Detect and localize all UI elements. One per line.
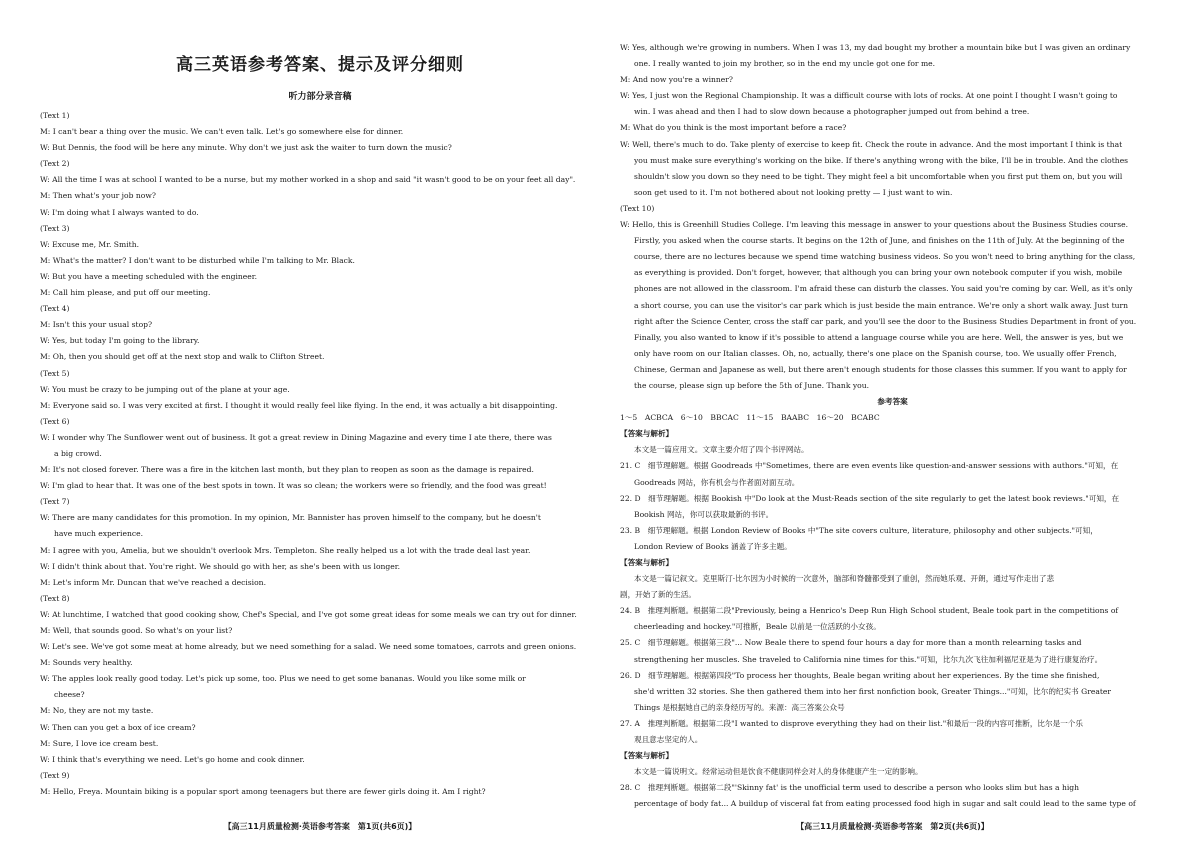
text-line: (Text 8) — [40, 593, 70, 603]
text-line: 观且意志坚定的人。 — [634, 735, 703, 745]
text-line: M: Let's inform Mr. Duncan that we've reached a decision. — [40, 577, 266, 587]
text-line: W: There are many candidates for this promotion. In my opinion, Mr. Bannister has proven himself to the company, but he doesn't — [40, 513, 541, 523]
text-line: Goodreads 网站，你有机会与作者面对面互动。 — [634, 477, 800, 487]
text-line: 25. C 细节理解题。根据第三段"... Now Beale there to spend four hours a day for more than a month relearning tasks and — [620, 638, 1082, 648]
text-line: W: The apples look really good today. Let's pick up some, too. Plus we need to get some bananas. Would you like some milk or — [40, 674, 526, 684]
text-line: M: And now you're a winner? — [620, 75, 733, 85]
text-line: (Text 1) — [40, 111, 70, 120]
text-line: M: I can't bear a thing over the music. We can't even talk. Let's go somewhere else for dinner. — [40, 127, 404, 137]
text-line: percentage of body fat... A buildup of visceral fat from eating processed food high in sugar and salt could lead to the same type of — [634, 799, 1136, 809]
text-line: the course, please sign up before the 5th of June. Thank you. — [634, 380, 869, 390]
text-line: W: At lunchtime, I watched that good cooking show, Chef's Special, and I've got some great ideas for some meals we can try out for dinner. — [40, 609, 577, 619]
text-line: 【答案与解析】 — [620, 751, 674, 761]
text-line: 26. D 细节理解题。根据第四段"To process her thoughts, Beale began writing about her experiences. By the time she finished, — [620, 670, 1100, 680]
section-title-transcript: 听力部分录音稿 — [288, 92, 352, 102]
text-line: M: Well, that sounds good. So what's on your list? — [40, 626, 233, 635]
text-line: M: Sure, I love ice cream best. — [40, 738, 159, 748]
text-line: M: Isn't this your usual stop? — [40, 320, 153, 330]
text-line: (Text 10) — [620, 203, 655, 213]
text-line: win. I was ahead and then I had to slow down because a photographer jumped out from behind a tree. — [634, 107, 1030, 117]
text-line: cheerleading and hockey."可推断，Beale 以前是一位活跃的小女孩。 — [634, 622, 881, 632]
text-line: phones are not allowed in the classroom. I'm afraid these can disturb the classes. You said you're coming by car. Well, as it's only — [634, 284, 1133, 294]
text-line: W: Yes, although we're growing in numbers. When I was 13, my dad bought my brother a mountain bike but I was given an ordinary — [620, 43, 1131, 52]
text-line: 28. C 推理判断题。根据第二段"'Skinny fat' is the unofficial term used to describe a person who looks slim but has a high — [620, 783, 1080, 793]
text-line: W: Let's see. We've got some meat at home already, but we need something for a salad. We need some tomatoes, carrots and green onions. — [40, 642, 577, 652]
text-line: 1～5 ACBCA 6～10 BBCAC 11～15 BAABC 16～20 BCABC — [620, 413, 880, 423]
text-line: M: What do you think is the most important before a race? — [620, 123, 847, 133]
page-1 — [40, 0, 600, 848]
text-line: M: No, they are not my taste. — [40, 706, 154, 716]
text-line: W: I didn't think about that. You're right. We should go with her, as she's been with us longer. — [40, 561, 400, 571]
text-line: W: But you have a meeting scheduled with the engineer. — [40, 271, 257, 281]
text-line: (Text 2) — [40, 159, 70, 169]
page-2 — [620, 0, 1165, 848]
text-line: W: I'm glad to hear that. It was one of the best spots in town. It was so clean; the workers were so friendly, and the food was great! — [40, 481, 547, 491]
text-line: soon get used to it. I'm not bothered about not looking pretty — I just want to win. — [634, 187, 953, 197]
text-line: M: I agree with you, Amelia, but we shouldn't overlook Mrs. Templeton. She really helped us a lot with the trade deal last year. — [40, 545, 531, 555]
page-footer-1: 【高三11月质量检测·英语参考答案 第1页(共6页)】 — [223, 822, 417, 831]
text-line: 23. B 细节理解题。根据 London Review of Books 中"The site covers culture, literature, philosophy and other subjects."可知， — [620, 525, 1098, 535]
text-line: M: Everyone said so. I was very excited at first. I thought it would really feel like flying. In the end, it was actually a bit disappointing. — [40, 400, 558, 410]
text-line: W: Yes, I just won the Regional Championship. It was a difficult course with lots of rocks. At one point I thought I wasn't going to — [620, 91, 1118, 101]
text-line: 本文是一篇记叙文。克里斯汀·比尔因为小时候的一次意外，脑部和脊髓都受到了重创，然而她乐观、开朗，通过写作走出了悲 — [634, 574, 1055, 584]
answers-body — [620, 40, 1165, 813]
text-line: one. I really wanted to join my brother, so in the end my uncle got one for me. — [634, 59, 936, 69]
text-line: 22. D 细节理解题。根据 Bookish 中"Do look at the Must-Reads section of the site regularly to get the latest book reviews."可知，在 — [620, 493, 1120, 503]
text-line: W: I think that's everything we need. Let's go home and cook dinner. — [40, 754, 305, 764]
text-line: W: Yes, but today I'm going to the library. — [40, 336, 200, 346]
text-line: have much experience. — [54, 529, 144, 539]
text-line: W: All the time I was at school I wanted to be a nurse, but my mother worked in a shop and said "it wasn't good to be on your feet all day". — [40, 175, 576, 185]
text-line: London Review of Books 涵盖了许多主题。 — [634, 541, 792, 551]
text-line: Chinese, German and Japanese as well, but there aren't enough students for those classes this summer. If you want to apply for — [634, 364, 1127, 374]
text-line: (Text 4) — [40, 304, 70, 314]
text-line: (Text 9) — [40, 770, 70, 780]
text-line: 本文是一篇应用文。文章主要介绍了四个书评网站。 — [634, 445, 809, 455]
text-line: she'd written 32 stories. She then gathered them into her first nonfiction book, Greater Things..."可知，比尔的纪实书 Greater — [634, 686, 1112, 696]
text-line: 剧，开始了新的生活。 — [620, 590, 696, 600]
text-line: Finally, you also wanted to know if it's possible to attend a language course while you are here. Well, the answer is yes, but we — [634, 332, 1124, 342]
text-line: W: You must be crazy to be jumping out of the plane at your age. — [40, 384, 290, 394]
text-line: W: But Dennis, the food will be here any minute. Why don't we just ask the waiter to turn down the music? — [40, 143, 452, 153]
text-line: W: I'm doing what I always wanted to do. — [40, 207, 199, 217]
text-line: M: Then what's your job now? — [40, 191, 156, 201]
text-line: 【答案与解析】 — [620, 558, 674, 567]
document-title: 高三英语参考答案、提示及评分细则 — [176, 55, 464, 75]
text-line: 【答案与解析】 — [620, 429, 674, 439]
text-line: M: Sounds very healthy. — [40, 658, 133, 668]
text-line: as everything is provided. Don't forget, however, that although you can bring your own notebook computer if you wish, mobile — [634, 268, 1123, 278]
text-line: Bookish 网站，你可以获取最新的书评。 — [634, 509, 774, 519]
text-line: 24. B 推理判断题。根据第二段"Previously, being a Henrico's Deep Run High School student, Beale took part in the competitions of — [620, 606, 1119, 616]
text-line: strengthening her muscles. She traveled to California nine times for this."可知，比尔九次飞往加利福尼亚是为了进行康复治疗。 — [634, 654, 1103, 664]
text-line: (Text 6) — [40, 416, 70, 426]
text-line: W: Then can you get a box of ice cream? — [40, 722, 196, 732]
text-line: a short course, you can use the visitor's car park which is just beside the main entrance. We're only a short walk away. Just turn — [634, 300, 1129, 310]
text-line: cheese? — [54, 690, 85, 700]
transcript-body — [40, 108, 600, 800]
text-line: (Text 7) — [40, 497, 70, 507]
text-line: 本文是一篇说明文。经常运动但是饮食不健康同样会对人的身体健康产生一定的影响。 — [634, 767, 923, 777]
page-footer-2: 【高三11月质量检测·英语参考答案 第2页(共6页)】 — [796, 822, 989, 831]
text-line: 27. A 推理判断题。根据第二段"I wanted to disprove everything they had on their list."和最后一段的内容可推断，比尔是一个乐 — [620, 718, 1083, 728]
text-line: W: Well, there's much to do. Take plenty of exercise to keep fit. Check the route in advance. And the most important I think is that — [620, 139, 1123, 149]
text-line: 21. C 细节理解题。根据 Goodreads 中"Sometimes, there are even events like question-and-answer sessions with authors."可知，在 — [620, 461, 1119, 471]
text-line: M: It's not closed forever. There was a fire in the kitchen last month, but they plan to reopen as soon as the damage is repaired. — [40, 465, 534, 475]
text-line: Firstly, you asked when the course starts. It begins on the 12th of June, and finishes on the 11th of July. At the beginning of the — [634, 236, 1125, 246]
text-line: course, there are no lectures because we spend time watching business videos. So you won't need to bring anything for the class, — [634, 252, 1136, 262]
text-line: W: I wonder why The Sunflower went out of business. It got a great review in Dining Magazine and every time I ate there, there was — [40, 432, 552, 442]
text-line: you must make sure everything's working on the bike. If there's anything wrong with the bike, I'll be in trouble. And the clothes — [634, 155, 1129, 165]
text-line: W: Hello, this is Greenhill Studies College. I'm leaving this message in answer to your questions about the Business Studies course. — [620, 220, 1128, 230]
text-line: M: What's the matter? I don't want to be disturbed while I'm talking to Mr. Black. — [40, 255, 355, 265]
text-line: 参考答案 — [877, 397, 908, 407]
text-line: right after the Science Center, cross the staff car park, and you'll see the door to the Business Studies Department in front of you. — [634, 316, 1137, 326]
text-line: only have room on our Italian classes. Oh, no, actually, there's one place on the Spanish course, too. We usually offer French, — [634, 348, 1117, 358]
text-line: (Text 3) — [40, 223, 70, 233]
text-line: a big crowd. — [54, 448, 102, 458]
text-line: W: Excuse me, Mr. Smith. — [40, 239, 139, 249]
text-line: shouldn't slow you down so they need to be tight. They might feel a bit uncomfortable when you first put them on, but you will — [634, 171, 1123, 181]
text-line: M: Call him please, and put off our meeting. — [40, 288, 211, 298]
text-line: (Text 5) — [40, 368, 70, 378]
text-line: Things 是根据她自己的亲身经历写的。来源：高三答案公众号 — [634, 702, 845, 712]
text-line: M: Hello, Freya. Mountain biking is a popular sport among teenagers but there are fewer girls doing it. Am I right? — [40, 786, 486, 796]
text-line: M: Oh, then you should get off at the next stop and walk to Clifton Street. — [40, 352, 325, 362]
